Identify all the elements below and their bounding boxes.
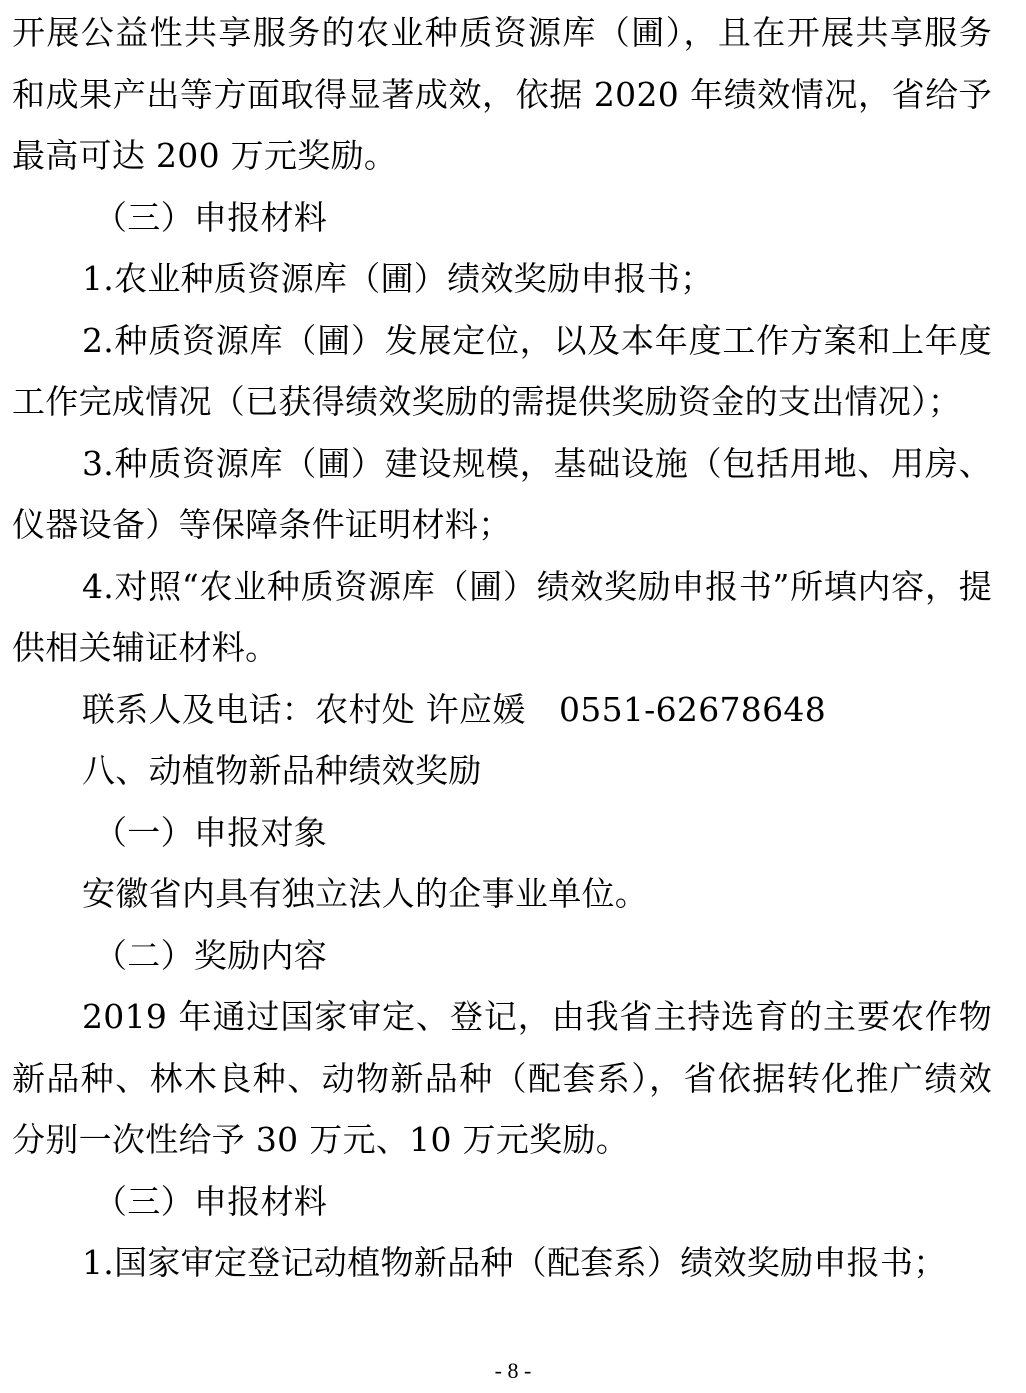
list-item: 3.种质资源库（圃）建设规模，基础设施（包括用地、用房、仪器设备）等保障条件证明材料； [12,443,992,544]
contact-line: 联系人及电话：农村处 许应媛 0551-62678648 [82,689,826,729]
section-heading-materials: （三）申报材料 [94,197,328,237]
paragraph-continuation: 开展公益性共享服务的农业种质资源库（圃），且在开展共享服务和成果产出等方面取得显著成效，依据 2020 年绩效情况，省给予最高可达 200 万元奖励。 [12,13,992,175]
list-item: 4.对照“农业种质资源库（圃）绩效奖励申报书”所填内容，提供相关辅证材料。 [12,566,992,667]
document-page [12,2,992,1294]
paragraph: 安徽省内具有独立法人的企事业单位。 [82,874,649,913]
paragraph: 2019 年通过国家审定、登记，由我省主持选育的主要农作物新品种、林木良种、动物新品种（配套系），省依据转化推广绩效分别一次性给予 30 万元、10 万元奖励。 [12,997,992,1159]
section-heading-applicants: （一）申报对象 [94,812,328,852]
list-item: 1.农业种质资源库（圃）绩效奖励申报书； [82,259,714,298]
list-item: 2.种质资源库（圃）发展定位，以及本年度工作方案和上年度工作完成情况（已获得绩效奖励的需提供奖励资金的支出情况）； [12,320,992,421]
section-heading-reward: （二）奖励内容 [94,935,328,975]
section-heading-materials: （三）申报材料 [94,1181,328,1221]
chapter-heading: 八、动植物新品种绩效奖励 [82,751,482,790]
list-item: 1.国家审定登记动植物新品种（配套系）绩效奖励申报书； [82,1243,947,1282]
page-number: - 8 - [494,1358,532,1383]
